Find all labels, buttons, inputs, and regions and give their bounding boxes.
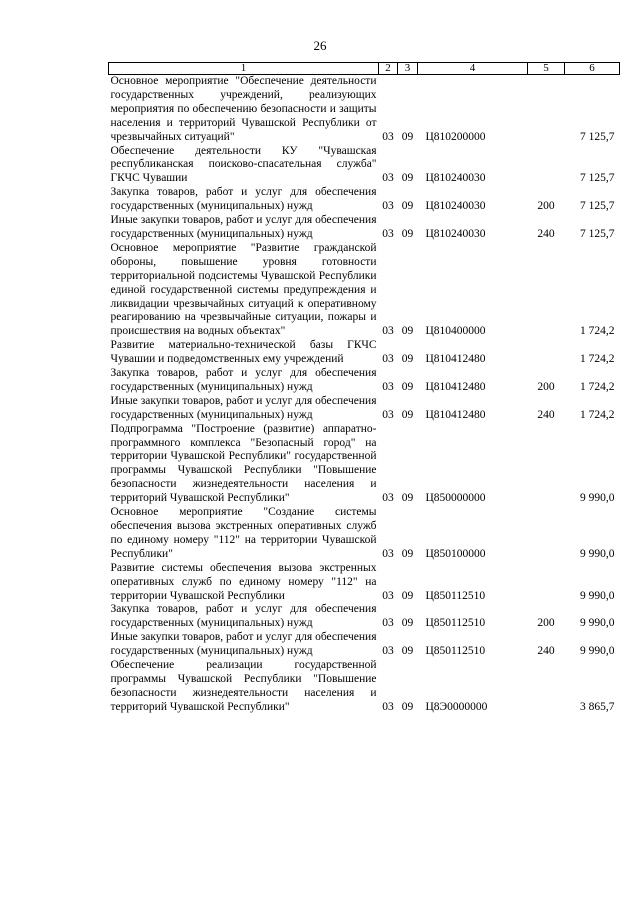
row-expense-type: 200: [537, 380, 555, 393]
row-name: Закупка товаров, работ и услуг для обеспечения государственных (муниципальных) нужд: [110, 603, 377, 630]
row-expense-type: [528, 242, 565, 339]
row-expense-type: 200: [537, 617, 555, 630]
row-target-code: Ц810240030: [425, 172, 486, 185]
table-row: [109, 339, 620, 367]
column-header: 2: [379, 63, 398, 75]
row-name: Закупка товаров, работ и услуг для обеспечения государственных (муниципальных) нужд: [110, 367, 377, 393]
row-section: 03: [382, 492, 394, 505]
table-row: [109, 603, 620, 631]
row-target-code: Ц810400000: [425, 325, 486, 338]
row-name: Иные закупки товаров, работ и услуг для обеспечения государственных (муниципальных) нужд: [110, 214, 377, 240]
row-expense-type: [528, 339, 565, 367]
row-target-code: Ц810412480: [425, 353, 486, 366]
table-row: [109, 186, 620, 214]
row-subsection: 09: [401, 172, 414, 185]
row-name: Обеспечение реализации государственной программы Чувашской Республики "Повышение безопасности жизнедеятельности населения и территорий Чувашской Республики": [110, 659, 377, 713]
row-subsection: 09: [401, 227, 414, 240]
table-header-row: [109, 63, 620, 75]
row-subsection: 09: [401, 547, 414, 560]
row-expense-type: 200: [537, 200, 555, 213]
table-row: [109, 506, 620, 562]
row-name: Подпрограмма "Построение (развитие) аппаратно-программного комплекса "Безопасный город" на территории Чувашской Республики" государственной программы Чувашской Республики "Повышение безопасности жизнедеятельности населения и территорий Чувашской Республики": [110, 422, 377, 505]
row-target-code: Ц810240030: [425, 227, 486, 240]
row-subsection: 09: [401, 700, 414, 713]
row-subsection: 09: [401, 325, 414, 338]
row-amount: 1 724,2: [580, 325, 615, 338]
row-name: Обеспечение деятельности КУ "Чувашская республиканская поисково-спасательная служба" ГКЧС Чувашии: [110, 144, 377, 185]
table-row: [109, 631, 620, 659]
row-subsection: 09: [401, 589, 414, 602]
row-subsection: 09: [401, 492, 414, 505]
row-expense-type: 240: [537, 645, 555, 658]
row-section: 03: [382, 547, 394, 560]
row-name: Иные закупки товаров, работ и услуг для обеспечения государственных (муниципальных) нужд: [110, 631, 377, 658]
row-target-code: Ц850000000: [425, 492, 486, 505]
row-target-code: Ц850112510: [425, 617, 486, 630]
row-name: Закупка товаров, работ и услуг для обеспечения государственных (муниципальных) нужд: [110, 186, 377, 213]
row-amount: 1 724,2: [580, 353, 615, 366]
row-amount: 3 865,7: [580, 700, 615, 713]
row-target-code: Ц810240030: [425, 200, 486, 213]
row-subsection: 09: [401, 130, 414, 143]
row-amount: 7 125,7: [580, 200, 615, 213]
row-section: 03: [382, 172, 394, 185]
row-amount: 7 125,7: [580, 130, 615, 143]
row-name: Основное мероприятие "Обеспечение деятельности государственных учреждений, реализующих мероприятия по обеспечению безопасности и защиты населения и территорий Чувашской Республики от чрезвычайных ситуаций": [110, 75, 377, 143]
row-name: Развитие системы обеспечения вызова экстренных оперативных служб по единому номеру "112" на территории Чувашской Республики: [110, 561, 377, 602]
row-section: 03: [382, 408, 394, 421]
page-number: 26: [313, 38, 327, 53]
row-section: 03: [382, 227, 394, 240]
row-amount: 9 990,0: [580, 589, 615, 602]
table-row: [109, 423, 620, 506]
row-subsection: 09: [401, 380, 414, 393]
row-section: 03: [382, 617, 394, 630]
table-row: [109, 395, 620, 423]
row-target-code: Ц810412480: [425, 408, 486, 421]
table-body: [109, 75, 620, 715]
row-subsection: 09: [401, 200, 414, 213]
budget-table: [108, 62, 620, 715]
row-section: 03: [382, 645, 394, 658]
row-expense-type: [528, 145, 565, 187]
column-header: 6: [565, 63, 620, 75]
row-amount: 7 125,7: [580, 172, 615, 185]
column-header: 4: [418, 63, 528, 75]
table-row: [109, 145, 620, 187]
row-expense-type: [528, 423, 565, 506]
row-subsection: 09: [401, 353, 414, 366]
row-section: 03: [382, 700, 394, 713]
row-expense-type: [528, 659, 565, 715]
row-expense-type: 240: [537, 408, 555, 421]
row-target-code: Ц810200000: [425, 130, 486, 143]
row-subsection: 09: [401, 645, 414, 658]
row-expense-type: [528, 506, 565, 562]
row-expense-type: [528, 562, 565, 604]
row-subsection: 09: [401, 617, 414, 630]
row-amount: 9 990,0: [580, 492, 615, 505]
column-header: 3: [398, 63, 418, 75]
row-section: 03: [382, 200, 394, 213]
table-row: [109, 75, 620, 145]
table-row: [109, 367, 620, 395]
table-row: [109, 562, 620, 604]
row-target-code: Ц810412480: [425, 380, 486, 393]
row-target-code: Ц8Э0000000: [425, 700, 488, 713]
column-header: 1: [109, 63, 379, 75]
row-section: 03: [382, 325, 394, 338]
row-section: 03: [382, 353, 394, 366]
row-section: 03: [382, 380, 394, 393]
row-name: Основное мероприятие "Развитие гражданской обороны, повышение уровня готовности территориальной подсистемы Чувашской Республики единой государственной системы предупреждения и ликвидации чрезвычайных ситуаций к оперативному реагированию на чрезвычайные ситуации, пожары и происшествия на водных объектах": [110, 241, 377, 338]
row-target-code: Ц850112510: [425, 645, 486, 658]
row-name: Иные закупки товаров, работ и услуг для обеспечения государственных (муниципальных) нужд: [110, 394, 377, 421]
row-name: Основное мероприятие "Создание системы обеспечения вызова экстренных оперативных служб по единому номеру "112" на территории Чувашской Республики": [110, 506, 377, 560]
row-amount: 9 990,0: [580, 547, 615, 560]
row-target-code: Ц850112510: [425, 589, 486, 602]
row-name: Развитие материально-технической базы ГКЧС Чувашии и подведомственных ему учреждений: [110, 339, 377, 366]
row-subsection: 09: [401, 408, 414, 421]
row-expense-type: [528, 75, 565, 145]
row-amount: 1 724,2: [580, 380, 615, 393]
row-section: 03: [382, 130, 394, 143]
row-amount: 9 990,0: [580, 645, 615, 658]
table-row: [109, 214, 620, 242]
table-row: [109, 659, 620, 715]
row-target-code: Ц850100000: [425, 547, 486, 560]
row-amount: 9 990,0: [580, 617, 615, 630]
row-amount: 7 125,7: [580, 227, 615, 240]
row-expense-type: 240: [537, 227, 555, 240]
column-header: 5: [528, 63, 565, 75]
row-amount: 1 724,2: [580, 408, 615, 421]
row-section: 03: [382, 589, 394, 602]
table-row: [109, 242, 620, 339]
